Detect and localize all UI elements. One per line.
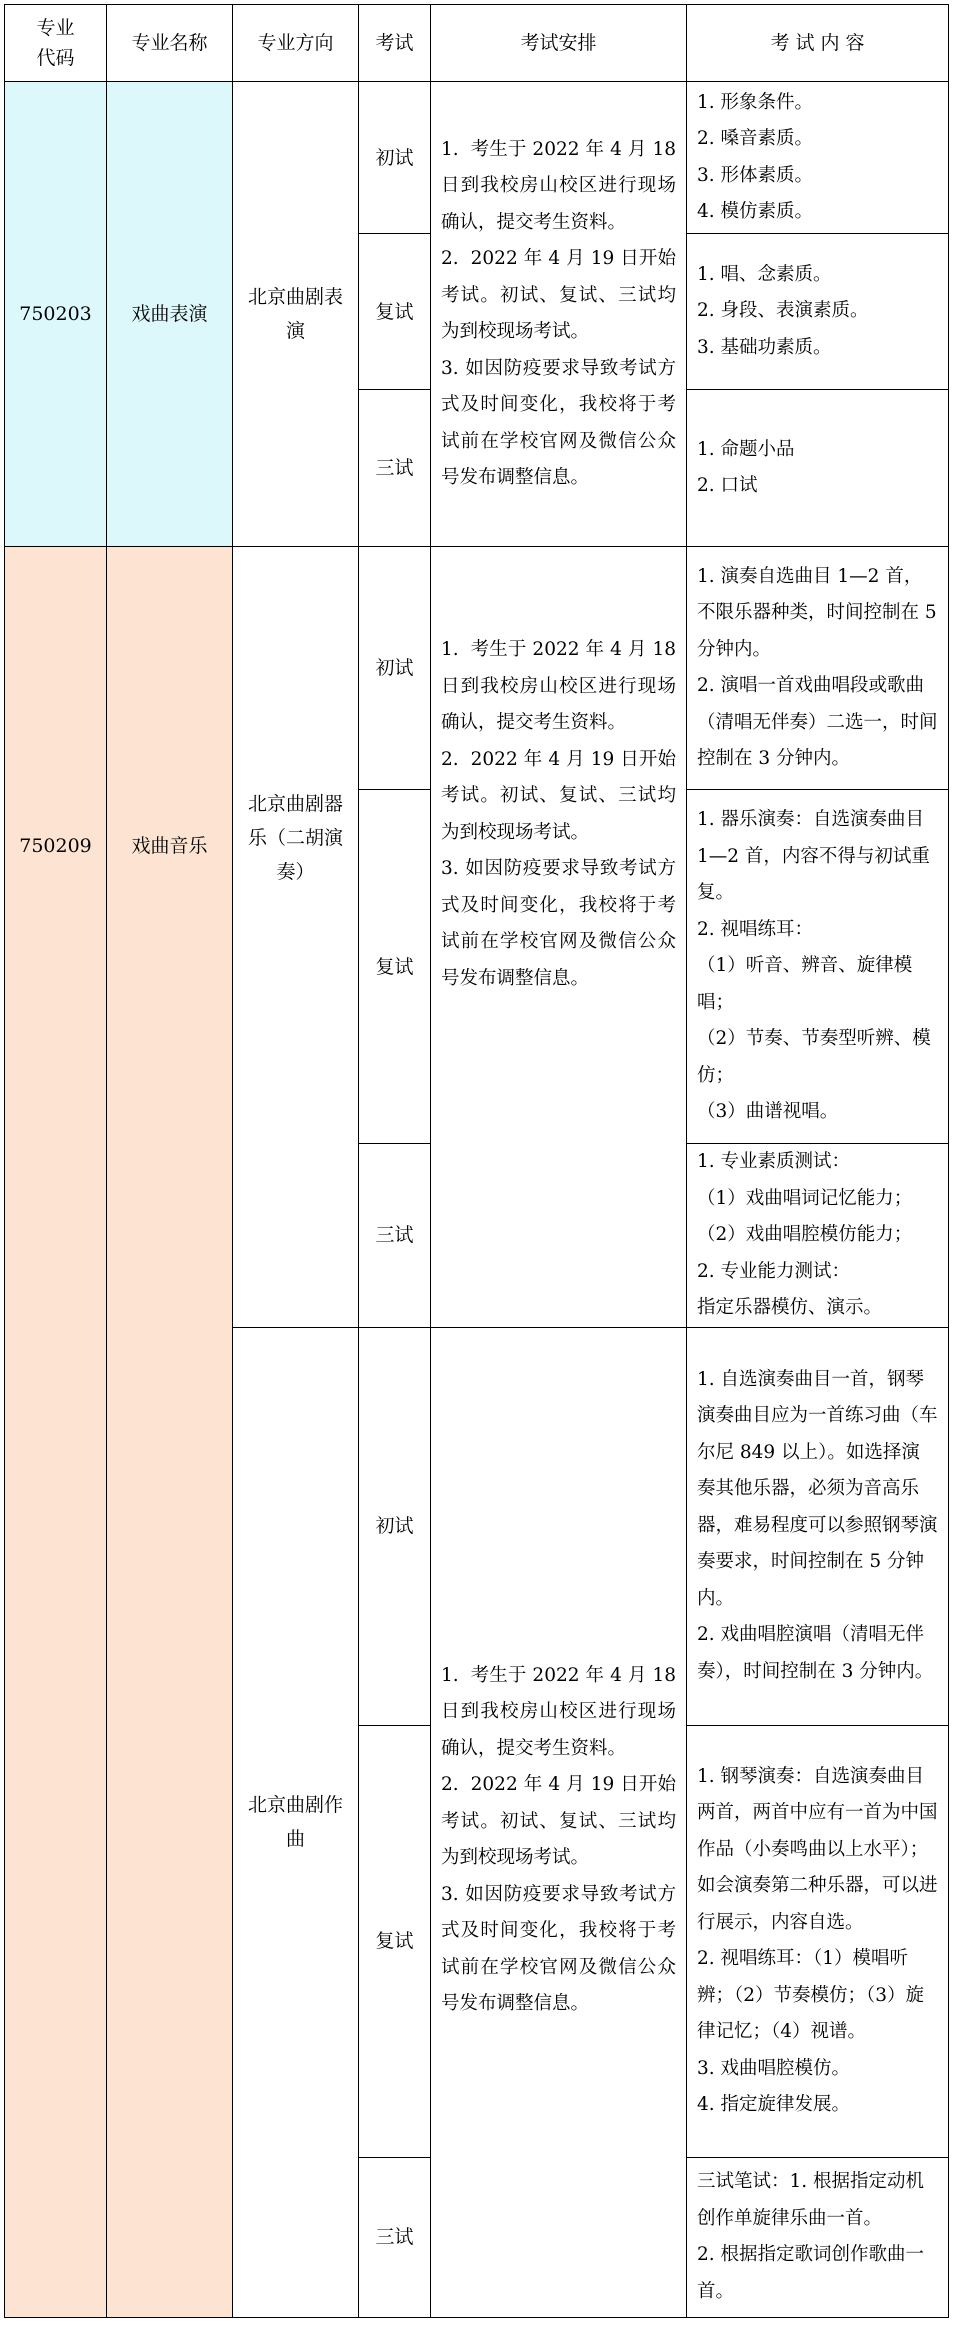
header-major: 专业名称: [107, 5, 233, 82]
header-schedule: 考试安排: [431, 5, 687, 82]
exam-round-cell: 复试: [359, 234, 431, 390]
major-code-cell: 750209: [5, 547, 107, 2318]
admissions-exam-table: [4, 4, 949, 2318]
content-cell: 1. 演奏自选曲目 1—2 首，不限乐器种类，时间控制在 5 分钟内。 2. 演唱一首戏曲唱段或歌曲（清唱无伴奏）二选一，时间控制在 3 分钟内。: [687, 547, 949, 790]
content-cell: 1. 唱、念素质。 2. 身段、表演素质。 3. 基础功素质。: [687, 234, 949, 390]
content-cell: 1. 形象条件。 2. 嗓音素质。 3. 形体素质。 4. 模仿素质。: [687, 82, 949, 234]
major-name-cell: 戏曲表演: [107, 82, 233, 547]
table-row: [5, 82, 949, 234]
content-cell: 三试笔试：1. 根据指定动机创作单旋律乐曲一首。 2. 根据指定歌词创作歌曲一首。: [687, 2157, 949, 2317]
direction-cell: 北京曲剧器乐（二胡演奏）: [233, 547, 359, 1328]
exam-round-cell: 初试: [359, 547, 431, 790]
schedule-cell: 1. 考生于 2022 年 4 月 18 日到我校房山校区进行现场确认，提交考生资料。 2. 2022 年 4 月 19 日开始考试。初试、复试、三试均为到校现场考试。 3. 如因防疫要求导致考试方式及时间变化，我校将于考试前在学校官网及微信公众号发布调整信息。: [431, 82, 687, 547]
content-cell: 1. 钢琴演奏：自选演奏曲目两首，两首中应有一首为中国作品（小奏鸣曲以上水平）；如会演奏第二种乐器，可以进行展示，内容自选。 2. 视唱练耳：（1）模唱听辨；（2）节奏模仿；（3）旋律记忆；（4）视谱。 3. 戏曲唱腔模仿。 4. 指定旋律发展。: [687, 1725, 949, 2157]
header-code: 专业代码: [5, 5, 107, 82]
content-cell: 1. 专业素质测试： （1）戏曲唱词记忆能力； （2）戏曲唱腔模仿能力； 2. 专业能力测试： 指定乐器模仿、演示。: [687, 1144, 949, 1328]
content-cell: 1. 自选演奏曲目一首，钢琴演奏曲目应为一首练习曲（车尔尼 849 以上）。如选择演奏其他乐器，必须为音高乐器，难易程度可以参照钢琴演奏要求，时间控制在 5 分钟内。 2. 戏曲唱腔演唱（清唱无伴奏），时间控制在 3 分钟内。: [687, 1327, 949, 1725]
exam-round-cell: 三试: [359, 1144, 431, 1328]
exam-round-cell: 三试: [359, 390, 431, 547]
major-name-cell: 戏曲音乐: [107, 547, 233, 2318]
content-cell: 1. 器乐演奏：自选演奏曲目 1—2 首，内容不得与初试重复。 2. 视唱练耳： （1）听音、辨音、旋律模唱； （2）节奏、节奏型听辨、模仿； （3）曲谱视唱。: [687, 790, 949, 1144]
major-code-cell: 750203: [5, 82, 107, 547]
exam-round-cell: 三试: [359, 2157, 431, 2317]
direction-cell: 北京曲剧作曲: [233, 1327, 359, 2317]
exam-round-cell: 复试: [359, 790, 431, 1144]
header-direction: 专业方向: [233, 5, 359, 82]
exam-round-cell: 复试: [359, 1725, 431, 2157]
schedule-cell: 1. 考生于 2022 年 4 月 18 日到我校房山校区进行现场确认，提交考生资料。 2. 2022 年 4 月 19 日开始考试。初试、复试、三试均为到校现场考试。 3. 如因防疫要求导致考试方式及时间变化，我校将于考试前在学校官网及微信公众号发布调整信息。: [431, 547, 687, 1328]
table-row: [5, 547, 949, 790]
content-cell: 1. 命题小品 2. 口试: [687, 390, 949, 547]
header-content: 考 试 内 容: [687, 5, 949, 82]
exam-round-cell: 初试: [359, 82, 431, 234]
direction-cell: 北京曲剧表演: [233, 82, 359, 547]
schedule-cell: 1. 考生于 2022 年 4 月 18 日到我校房山校区进行现场确认，提交考生资料。 2. 2022 年 4 月 19 日开始考试。初试、复试、三试均为到校现场考试。 3. 如因防疫要求导致考试方式及时间变化，我校将于考试前在学校官网及微信公众号发布调整信息。: [431, 1327, 687, 2317]
exam-round-cell: 初试: [359, 1327, 431, 1725]
header-row: [5, 5, 949, 82]
header-exam: 考试: [359, 5, 431, 82]
